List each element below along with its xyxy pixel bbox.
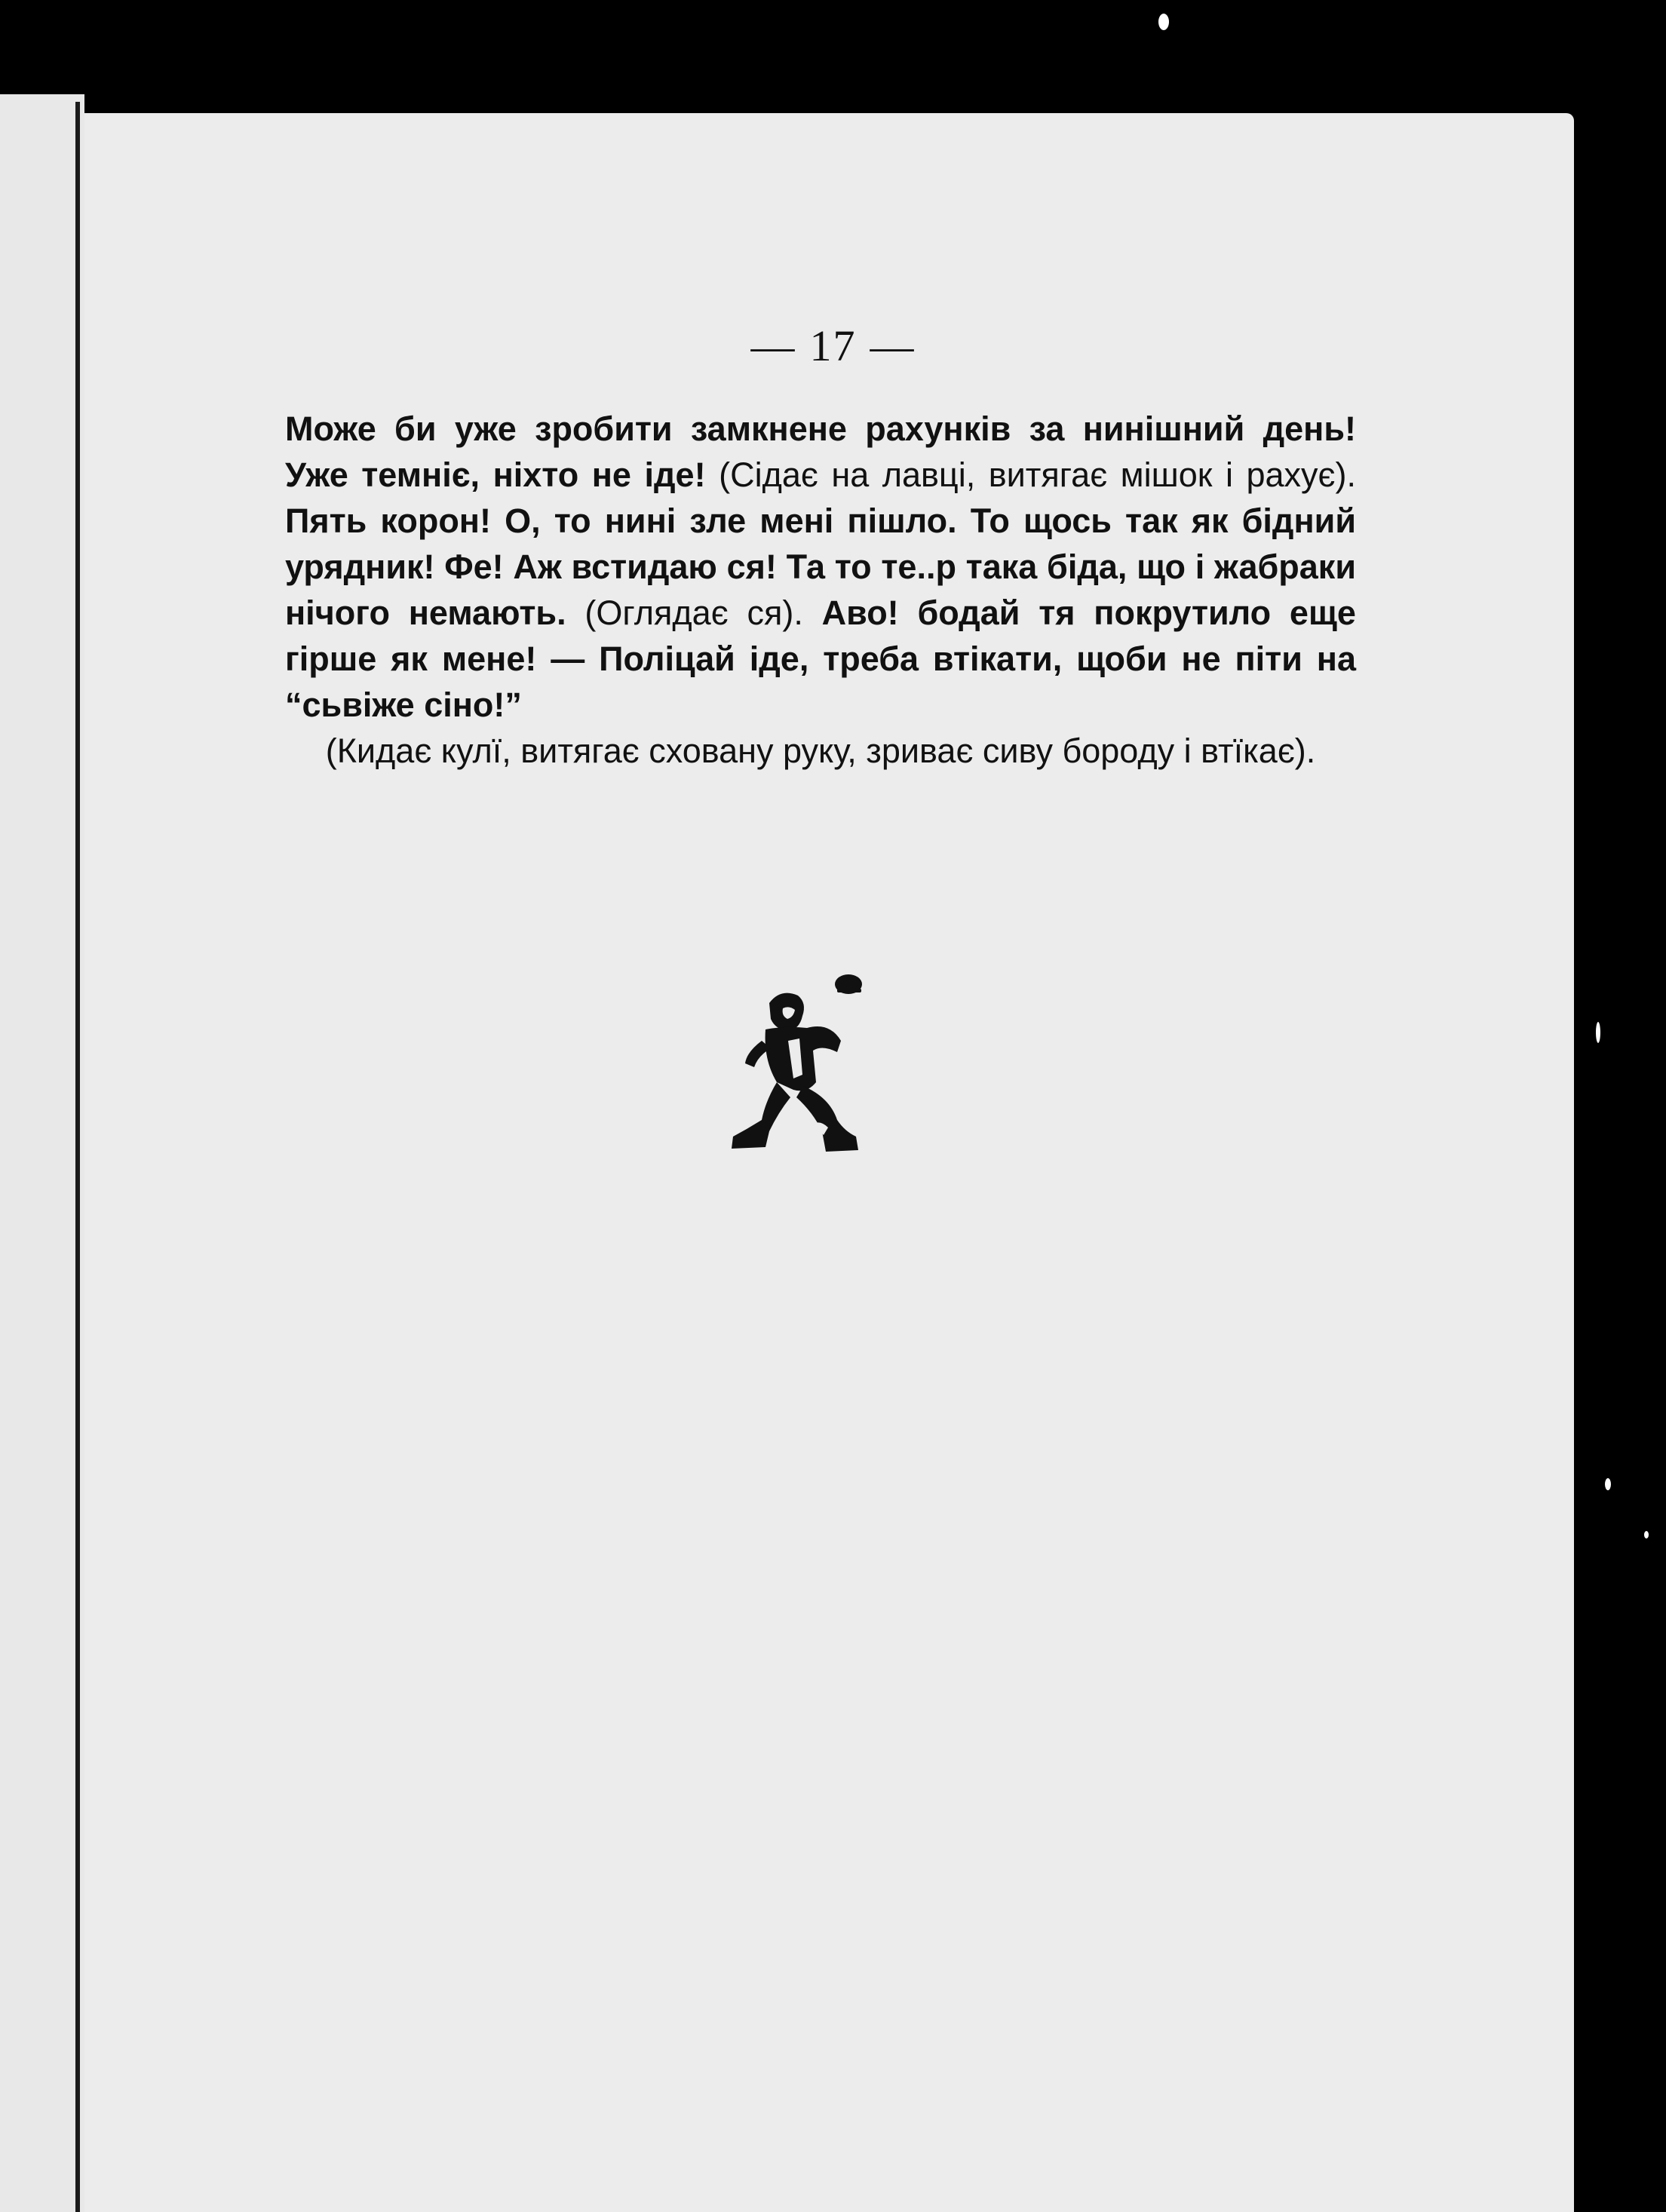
dust-speck xyxy=(1596,1022,1600,1043)
stage-direction-1: (Сідає на лавці, витягає мішок і рахує). xyxy=(719,456,1356,494)
book-spine xyxy=(75,102,80,2212)
dust-speck xyxy=(1158,14,1169,30)
monologue-text xyxy=(285,406,1356,774)
speech-1: Може би уже зробити замкнене рахунків за нинішний день! Уже темніє, ніхто не іде! xyxy=(285,410,1356,494)
page-number xyxy=(0,321,1666,371)
speech-2: Пять корон! О, то нині зле мені пішло. То щось так як бідний урядник! Фе! Аж встидаю ся! Та то те..р така біда, що і жабраки нічого немають. xyxy=(285,502,1356,632)
speech-3: Аво! бодай тя покрутило еще гірше як мене! — Поліцай іде, треба втікати, щоби не піти на “сьвіже сіно!” xyxy=(285,594,1356,724)
previous-page-edge xyxy=(0,94,84,2212)
dust-speck xyxy=(1605,1478,1611,1490)
dust-speck xyxy=(1644,1531,1649,1539)
stage-direction-2: (Оглядає ся). xyxy=(584,594,803,632)
stage-direction-final: (Кидає кулї, витягає сховану руку, зриває сиву бороду і втїкає). xyxy=(325,732,1316,770)
page-number-dash-left: — xyxy=(750,321,796,370)
page-number-dash-right: — xyxy=(870,321,916,370)
running-man-icon xyxy=(724,969,882,1165)
page-number-value: 17 xyxy=(809,321,857,370)
